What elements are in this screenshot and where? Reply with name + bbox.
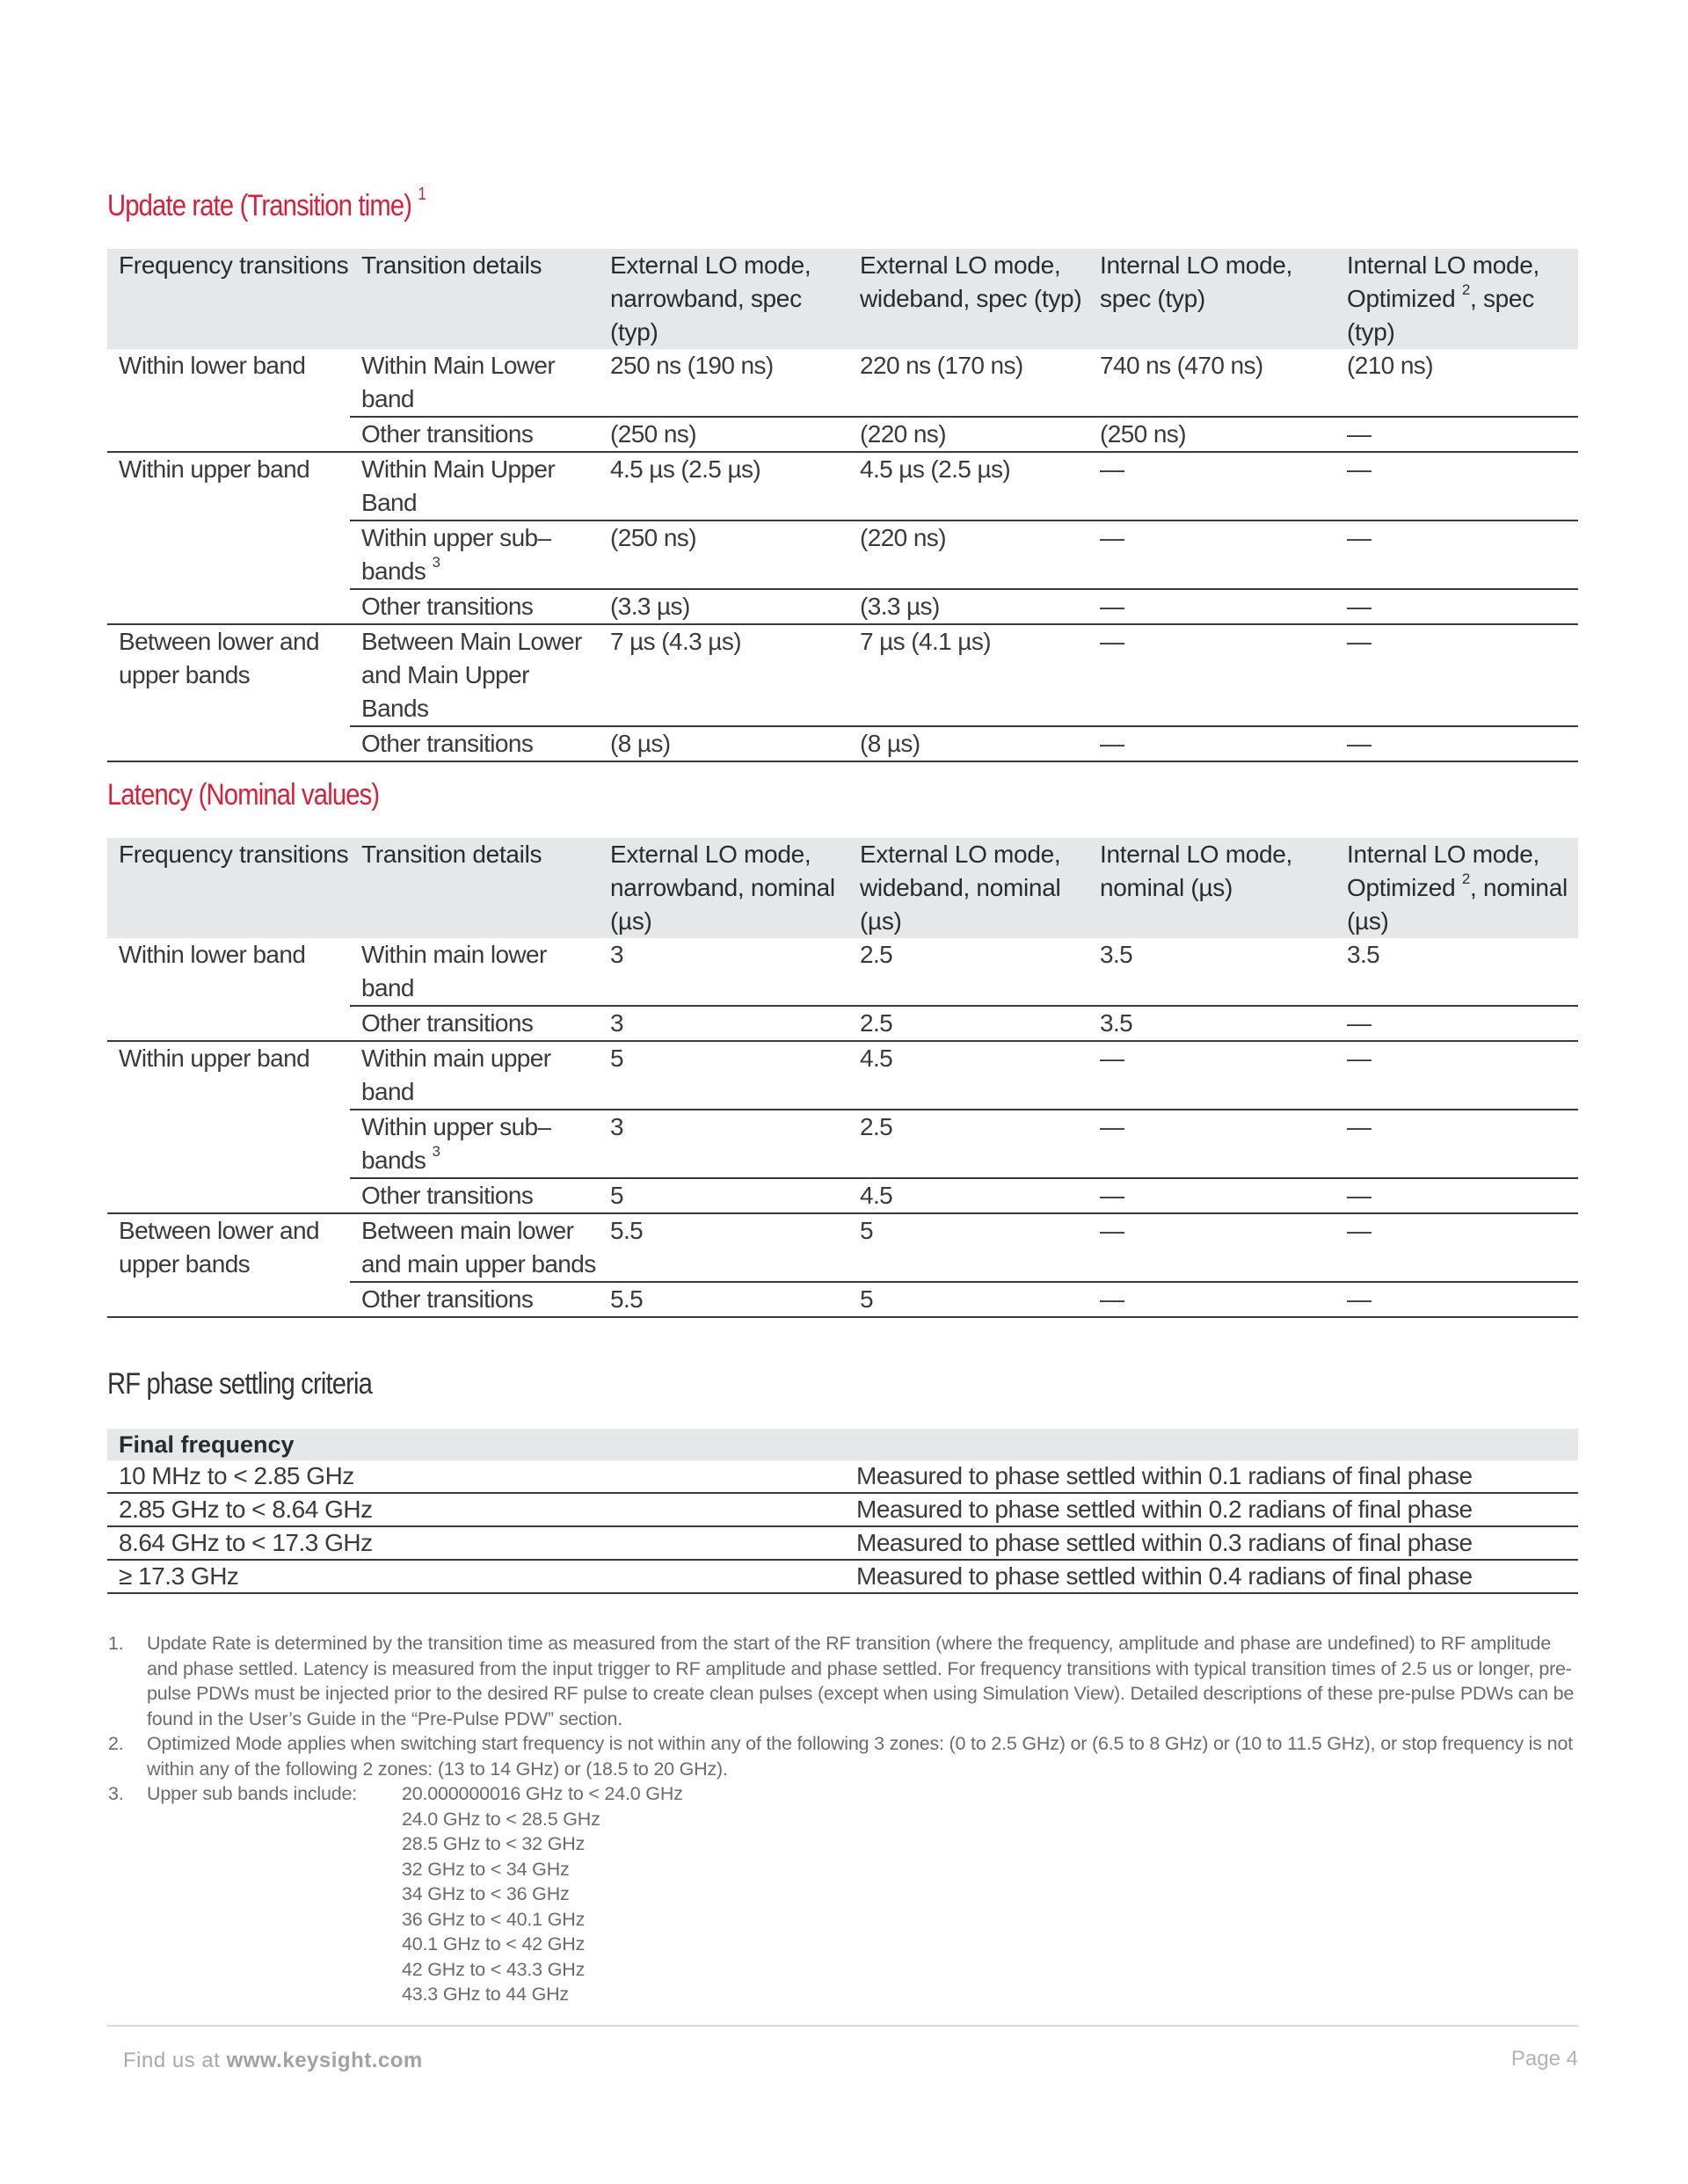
- header-text: Frequency transitions: [119, 841, 349, 868]
- value-cell: (8 µs): [599, 726, 848, 761]
- value-cell: 5.5: [599, 1282, 848, 1317]
- transition-detail-cell: [350, 624, 599, 726]
- rf-frequency-cell: 2.85 GHz to < 8.64 GHz: [107, 1493, 845, 1526]
- value-cell: 250 ns (190 ns): [599, 349, 848, 417]
- footnote-ref: 3: [432, 1142, 440, 1160]
- rf-criteria-cell: Measured to phase settled within 0.3 radians of final phase: [845, 1526, 1578, 1560]
- column-header: [350, 249, 599, 349]
- footnote-label: Upper sub bands include:: [147, 1783, 358, 1804]
- table-row: [107, 1213, 1578, 1282]
- value-cell: —: [1088, 624, 1335, 726]
- value-cell: —: [1335, 417, 1578, 452]
- table-header-row: [107, 249, 1578, 349]
- frequency-transition-cell: Between lower and upper bands: [107, 1213, 350, 1317]
- header-text: , nominal (µs): [1347, 874, 1568, 935]
- footnotes: [107, 1631, 1584, 2007]
- footnote-1: [107, 1631, 1584, 1731]
- column-header: [848, 838, 1088, 938]
- value-cell: 3: [599, 1006, 848, 1041]
- transition-detail-text: Between Main Lower and Main Upper Bands: [361, 628, 582, 722]
- value-cell: (3.3 µs): [848, 589, 1088, 624]
- table-row: [107, 1493, 1578, 1526]
- footer-find-us: [123, 2049, 423, 2073]
- value-cell: —: [1088, 1110, 1335, 1178]
- value-cell: 5: [599, 1041, 848, 1110]
- rf-criteria-cell: Measured to phase settled within 0.4 radians of final phase: [845, 1560, 1578, 1593]
- value-cell: 740 ns (470 ns): [1088, 349, 1335, 417]
- footer-find-us-text: Find us at: [123, 2049, 227, 2072]
- transition-detail-text: Between main lower and main upper bands: [361, 1217, 596, 1278]
- footnote-ref: 2: [1461, 280, 1470, 298]
- table-row: [107, 1460, 1578, 1493]
- transition-detail-text: Within Main Lower band: [361, 352, 556, 412]
- value-cell: 4.5: [848, 1041, 1088, 1110]
- value-cell: (250 ns): [1088, 417, 1335, 452]
- footnote-ref: 1: [418, 184, 426, 204]
- header-text: Internal LO mode, spec (typ): [1100, 251, 1293, 312]
- rf-phase-header-empty: [845, 1429, 1578, 1460]
- rf-phase-table: [107, 1429, 1578, 1594]
- sub-band-item: 32 GHz to < 34 GHz: [402, 1858, 570, 1880]
- value-cell: 5: [848, 1282, 1088, 1317]
- table-row: [107, 624, 1578, 726]
- value-cell: (220 ns): [848, 521, 1088, 589]
- sub-band-item: 20.000000016 GHz to < 24.0 GHz: [402, 1783, 683, 1804]
- column-header: [107, 249, 350, 349]
- update-rate-title: [107, 184, 426, 223]
- value-cell: (210 ns): [1335, 349, 1578, 417]
- value-cell: —: [1335, 521, 1578, 589]
- column-header: [350, 838, 599, 938]
- footnote-number: 2.: [108, 1733, 124, 1754]
- transition-detail-text: Other transitions: [361, 1009, 534, 1037]
- frequency-transition-cell: Within lower band: [107, 938, 350, 1041]
- value-cell: —: [1335, 589, 1578, 624]
- rf-phase-title: [107, 1367, 372, 1401]
- header-text: Frequency transitions: [119, 251, 349, 279]
- footnote-ref: 3: [432, 553, 440, 571]
- value-cell: —: [1335, 452, 1578, 521]
- rf-frequency-cell: 8.64 GHz to < 17.3 GHz: [107, 1526, 845, 1560]
- transition-detail-cell: [350, 349, 599, 417]
- transition-detail-cell: [350, 1213, 599, 1282]
- header-text: Transition details: [361, 251, 542, 279]
- transition-detail-text: Other transitions: [361, 1182, 534, 1209]
- transition-detail-cell: [350, 589, 599, 624]
- sub-band-item: 24.0 GHz to < 28.5 GHz: [402, 1808, 600, 1830]
- value-cell: (250 ns): [599, 521, 848, 589]
- table-row: [107, 938, 1578, 1006]
- transition-detail-cell: [350, 452, 599, 521]
- footnote-number: 3.: [108, 1783, 124, 1804]
- transition-detail-cell: [350, 1006, 599, 1041]
- column-header: [1088, 249, 1335, 349]
- column-header: [599, 838, 848, 938]
- frequency-transition-cell: Within upper band: [107, 452, 350, 624]
- header-text: External LO mode, wideband, nominal (µs): [860, 841, 1061, 935]
- column-header: [848, 249, 1088, 349]
- value-cell: 3.5: [1088, 938, 1335, 1006]
- value-cell: (8 µs): [848, 726, 1088, 761]
- latency-title-text: Latency (Nominal values): [107, 778, 380, 812]
- column-header: [1335, 249, 1578, 349]
- value-cell: 3.5: [1335, 938, 1578, 1006]
- table-row: [107, 349, 1578, 417]
- frequency-transition-cell: Within upper band: [107, 1041, 350, 1213]
- sub-band-item: 36 GHz to < 40.1 GHz: [402, 1908, 586, 1930]
- table-row: [107, 1526, 1578, 1560]
- rf-phase-header-row: [107, 1429, 1578, 1460]
- footnote-ref: 2: [1461, 870, 1470, 887]
- sub-band-item: 42 GHz to < 43.3 GHz: [402, 1958, 586, 1980]
- value-cell: —: [1335, 624, 1578, 726]
- footnote-number: 1.: [108, 1633, 124, 1654]
- transition-detail-text: Within main lower band: [361, 941, 547, 1001]
- column-header: [599, 249, 848, 349]
- website-link[interactable]: www.keysight.com: [226, 2049, 423, 2072]
- column-header: [1088, 838, 1335, 938]
- value-cell: 3: [599, 938, 848, 1006]
- table-row: [107, 1041, 1578, 1110]
- transition-detail-text: Within Main Upper Band: [361, 455, 556, 516]
- transition-detail-cell: [350, 417, 599, 452]
- rf-frequency-cell: 10 MHz to < 2.85 GHz: [107, 1460, 845, 1493]
- value-cell: —: [1335, 1006, 1578, 1041]
- header-text: , spec (typ): [1347, 285, 1534, 346]
- value-cell: 4.5 µs (2.5 µs): [599, 452, 848, 521]
- footnote-text: Optimized Mode applies when switching start frequency is not within any of the following 3 zones: (0 to 2.5 GHz) or (6.5 to 8 GHz) or (10 to 11.5 GHz), or stop frequency is not within any of the following 2 zones: (13 to 14 GHz) or (18.5 to 20 GHz).: [147, 1733, 1573, 1780]
- value-cell: 7 µs (4.3 µs): [599, 624, 848, 726]
- header-text: Transition details: [361, 841, 542, 868]
- value-cell: (3.3 µs): [599, 589, 848, 624]
- header-text: External LO mode, narrowband, nominal (µs): [610, 841, 835, 935]
- transition-detail-text: Other transitions: [361, 420, 534, 448]
- table-row: [107, 452, 1578, 521]
- sub-band-item: 43.3 GHz to 44 GHz: [402, 1984, 569, 2005]
- value-cell: —: [1088, 1282, 1335, 1317]
- rf-phase-title-text: RF phase settling criteria: [107, 1367, 373, 1401]
- footnote-text: Update Rate is determined by the transition time as measured from the start of the RF transition (where the frequency, amplitude and phase are undefined) to RF amplitude and phase settled. Latency is measured from the input trigger to RF amplitude and phase settled. For frequency transitions with typical transition times of 2.5 us or longer, pre-pulse PDWs must be injected prior to the desired RF pulse to create clean pulses (except when using Simulation View). Detailed descriptions of these pre-pulse PDWs can be found in the User’s Guide in the “Pre-Pulse PDW” section.: [147, 1633, 1575, 1729]
- transition-detail-cell: [350, 521, 599, 589]
- sub-band-item: 28.5 GHz to < 32 GHz: [402, 1833, 586, 1854]
- value-cell: —: [1335, 1041, 1578, 1110]
- value-cell: —: [1088, 1041, 1335, 1110]
- rf-frequency-cell: ≥ 17.3 GHz: [107, 1560, 845, 1593]
- transition-detail-text: Within upper sub–bands: [361, 524, 551, 585]
- transition-detail-cell: [350, 1041, 599, 1110]
- latency-title: [107, 778, 379, 812]
- sub-band-item: 34 GHz to < 36 GHz: [402, 1883, 570, 1904]
- value-cell: —: [1335, 1282, 1578, 1317]
- update-rate-table: [107, 249, 1578, 762]
- table-header-row: [107, 838, 1578, 938]
- value-cell: 4.5 µs (2.5 µs): [848, 452, 1088, 521]
- transition-detail-text: Within main upper band: [361, 1045, 551, 1105]
- column-header: [1335, 838, 1578, 938]
- value-cell: 2.5: [848, 1006, 1088, 1041]
- value-cell: —: [1335, 726, 1578, 761]
- value-cell: 7 µs (4.1 µs): [848, 624, 1088, 726]
- page-number: Page 4: [1510, 2047, 1578, 2071]
- value-cell: —: [1335, 1213, 1578, 1282]
- transition-detail-text: Other transitions: [361, 593, 534, 620]
- table-row: [107, 1560, 1578, 1593]
- frequency-transition-cell: Within lower band: [107, 349, 350, 452]
- header-text: External LO mode, narrowband, spec (typ): [610, 251, 811, 346]
- column-header: [107, 838, 350, 938]
- value-cell: —: [1088, 521, 1335, 589]
- update-rate-title-text: Update rate (Transition time): [107, 189, 412, 222]
- footnote-3: [107, 1781, 1584, 2007]
- sub-band-item: 40.1 GHz to < 42 GHz: [402, 1933, 586, 1955]
- value-cell: 5: [848, 1213, 1088, 1282]
- header-text: Internal LO mode, nominal (µs): [1100, 841, 1293, 901]
- rf-phase-header-final-frequency: Final frequency: [107, 1429, 845, 1460]
- value-cell: (250 ns): [599, 417, 848, 452]
- value-cell: —: [1088, 589, 1335, 624]
- transition-detail-text: Other transitions: [361, 1285, 534, 1313]
- footer-divider: [107, 2025, 1578, 2027]
- value-cell: —: [1335, 1178, 1578, 1213]
- header-text: Internal LO mode, Optimized: [1347, 251, 1540, 312]
- value-cell: —: [1088, 1178, 1335, 1213]
- value-cell: 3.5: [1088, 1006, 1335, 1041]
- value-cell: 5: [599, 1178, 848, 1213]
- transition-detail-cell: [350, 1110, 599, 1178]
- header-text: External LO mode, wideband, spec (typ): [860, 251, 1082, 312]
- value-cell: 220 ns (170 ns): [848, 349, 1088, 417]
- header-text: Internal LO mode, Optimized: [1347, 841, 1540, 901]
- transition-detail-text: Other transitions: [361, 730, 534, 757]
- rf-criteria-cell: Measured to phase settled within 0.2 radians of final phase: [845, 1493, 1578, 1526]
- transition-detail-text: Within upper sub–bands: [361, 1113, 551, 1174]
- value-cell: —: [1335, 1110, 1578, 1178]
- footnote-2: [107, 1731, 1584, 1781]
- value-cell: (220 ns): [848, 417, 1088, 452]
- value-cell: 3: [599, 1110, 848, 1178]
- value-cell: 5.5: [599, 1213, 848, 1282]
- transition-detail-cell: [350, 1178, 599, 1213]
- frequency-transition-cell: Between lower and upper bands: [107, 624, 350, 761]
- transition-detail-cell: [350, 1282, 599, 1317]
- value-cell: 2.5: [848, 938, 1088, 1006]
- transition-detail-cell: [350, 938, 599, 1006]
- rf-criteria-cell: Measured to phase settled within 0.1 radians of final phase: [845, 1460, 1578, 1493]
- latency-table: [107, 838, 1578, 1318]
- transition-detail-cell: [350, 726, 599, 761]
- value-cell: —: [1088, 1213, 1335, 1282]
- upper-sub-bands-list: [402, 1781, 683, 2007]
- value-cell: —: [1088, 452, 1335, 521]
- value-cell: —: [1088, 726, 1335, 761]
- value-cell: 2.5: [848, 1110, 1088, 1178]
- value-cell: 4.5: [848, 1178, 1088, 1213]
